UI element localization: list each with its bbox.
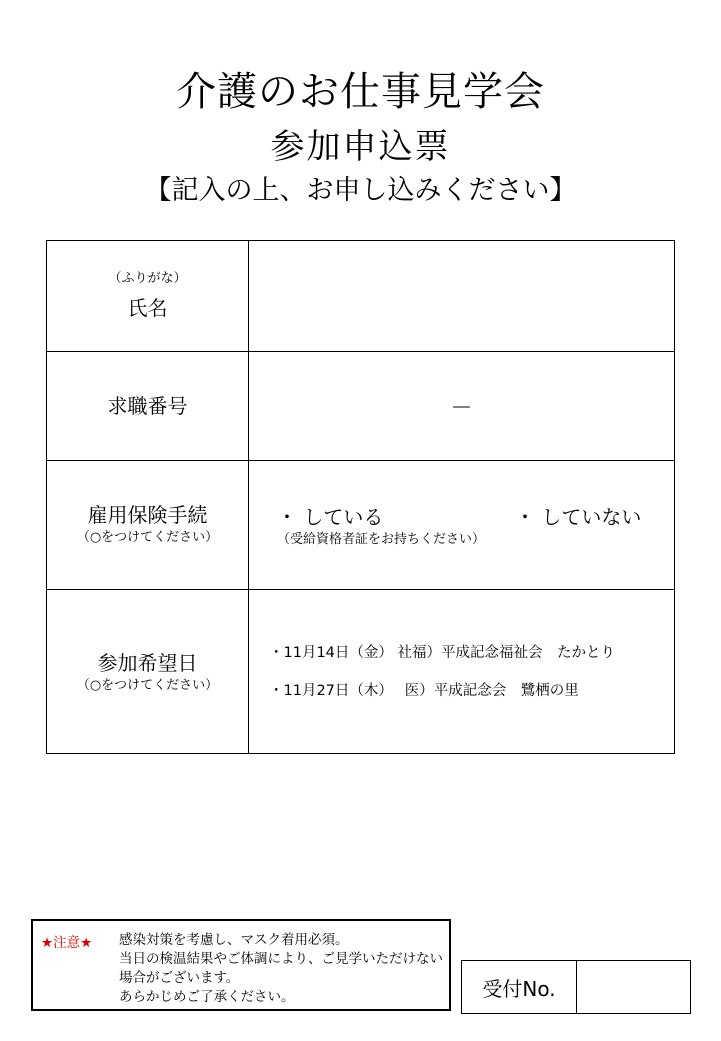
insurance-label-note: （○をつけてください）	[76, 530, 219, 545]
job-number-separator: －	[450, 395, 473, 421]
notice-box	[31, 919, 451, 1011]
insurance-option-yes[interactable]: ・ している	[277, 505, 384, 529]
name-label-cell	[47, 241, 249, 352]
date-label-note: （○をつけてください）	[76, 677, 219, 693]
name-label: 氏名	[127, 296, 168, 320]
page-subtitle: 参加申込票	[270, 127, 451, 167]
date-label-cell	[47, 590, 249, 754]
receipt-number-box	[461, 960, 691, 1014]
receipt-label: 受付No.	[462, 961, 577, 1014]
date-row	[47, 590, 675, 754]
insurance-note: （受給資格者証をお持ちください）	[277, 532, 486, 547]
insurance-options	[249, 501, 674, 531]
insurance-label: 雇用保険手続	[87, 503, 208, 527]
date-label: 参加希望日	[97, 650, 198, 675]
name-input-cell[interactable]	[249, 241, 675, 352]
insurance-options-cell	[249, 461, 675, 590]
page-title: 介護のお仕事見学会	[176, 69, 545, 115]
application-form-table	[46, 240, 675, 754]
notice-line-3: あらかじめご了承ください。	[119, 989, 295, 1005]
page-instruction: 【記入の上、お申し込みください】	[144, 175, 577, 206]
date-option-2[interactable]: ・11月27日（木） 医）平成記念会 鷺栖の里	[269, 682, 579, 699]
insurance-option-no[interactable]: ・ していない	[515, 505, 642, 529]
notice-heading: ★注意★	[41, 935, 93, 951]
job-number-label: 求職番号	[107, 394, 188, 418]
name-row	[47, 241, 675, 352]
notice-line-1: 感染対策を考慮し、マスク着用必須。	[119, 932, 349, 948]
job-number-row	[47, 352, 675, 461]
date-options-cell	[249, 590, 675, 754]
date-option-1[interactable]: ・11月14日（金） 社福）平成記念福祉会 たかとり	[269, 644, 616, 661]
notice-text	[119, 931, 444, 1007]
insurance-row	[47, 461, 675, 590]
furigana-label: （ふりがな）	[108, 271, 187, 286]
receipt-value-cell[interactable]	[577, 961, 691, 1014]
job-number-input-cell[interactable]	[249, 352, 675, 461]
job-number-label-cell	[47, 352, 249, 461]
notice-line-2: 当日の検温結果やご体調により、ご見学いただけない場合がございます。	[119, 951, 443, 986]
insurance-label-cell	[47, 461, 249, 590]
